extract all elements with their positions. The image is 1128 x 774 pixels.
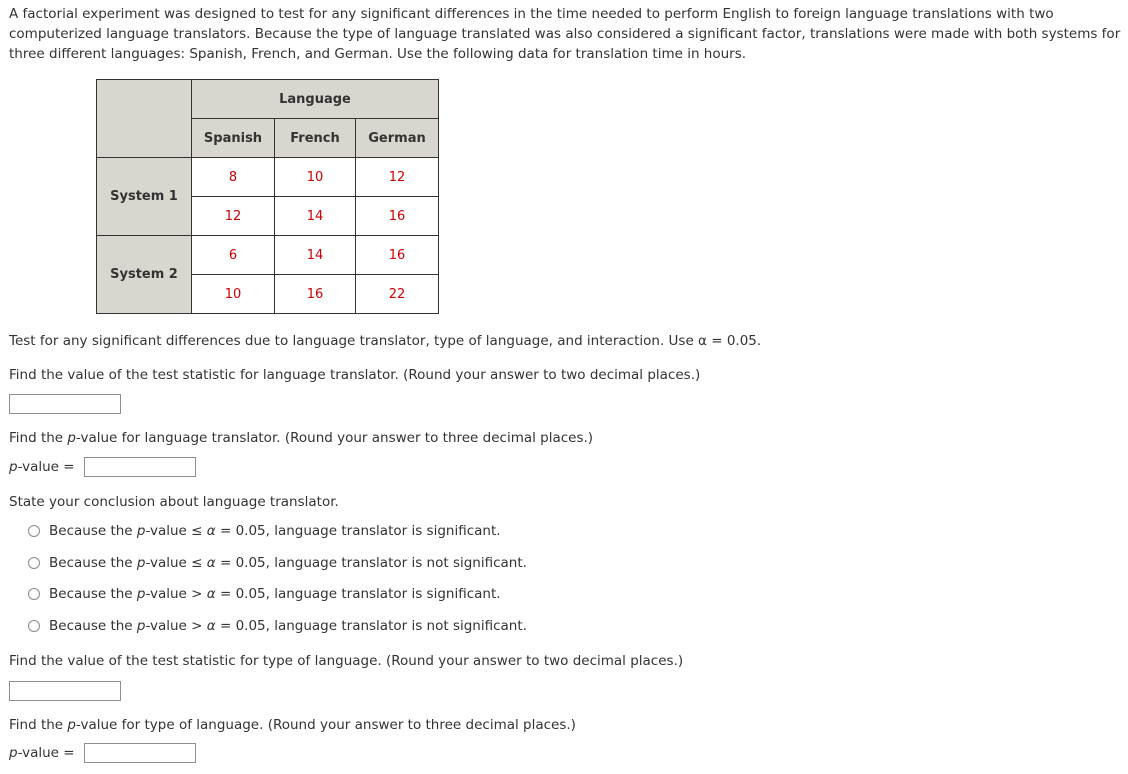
radio-button[interactable] (28, 557, 40, 569)
question-translator-statistic: Find the value of the test statistic for language translator. (Round your answer to two decimal places.) (9, 367, 701, 383)
problem-intro: A factorial experiment was designed to test for any significant differences in the time needed to perform English to foreign language translations with two computerized language translators. Because the type of language translated was also considered a significant factor, translations were made with both systems for three different languages: Spanish, French, and German. Use the following data for translation time in hours. (9, 6, 1121, 62)
language-statistic-input[interactable] (9, 681, 121, 701)
table-cell: 12 (356, 158, 439, 197)
conclusion-option-3[interactable]: Because the p-value > α = 0.05, language translator is significant. (28, 586, 501, 602)
conclusion-option-1[interactable]: Because the p-value ≤ α = 0.05, language translator is significant. (28, 523, 501, 539)
table-cell: 10 (192, 275, 275, 314)
table-cell: 10 (275, 158, 356, 197)
language-pvalue-input[interactable] (84, 743, 196, 763)
col-header-french: French (275, 119, 356, 158)
table-cell: 16 (356, 236, 439, 275)
table-cell: 22 (356, 275, 439, 314)
translator-pvalue-input[interactable] (84, 457, 196, 477)
row-header-system-2: System 2 (97, 236, 192, 314)
conclusion-option-2[interactable]: Because the p-value ≤ α = 0.05, language translator is not significant. (28, 555, 527, 571)
question-language-statistic: Find the value of the test statistic for type of language. (Round your answer to two decimal places.) (9, 653, 684, 669)
radio-button[interactable] (28, 620, 40, 632)
radio-button[interactable] (28, 525, 40, 537)
col-header-german: German (356, 119, 439, 158)
conclusion-option-4[interactable]: Because the p-value > α = 0.05, language translator is not significant. (28, 618, 527, 634)
radio-button[interactable] (28, 588, 40, 600)
col-header-spanish: Spanish (192, 119, 275, 158)
pvalue-label-language: p-value = (9, 745, 75, 761)
question-conclusion: State your conclusion about language translator. (9, 494, 339, 510)
table-cell: 14 (275, 236, 356, 275)
translator-statistic-input[interactable] (9, 394, 121, 414)
table-cell: 8 (192, 158, 275, 197)
table-cell: 6 (192, 236, 275, 275)
table-cell: 12 (192, 197, 275, 236)
pvalue-label-translator: p-value = (9, 459, 75, 475)
question-language-pvalue: Find the p-value for type of language. (Round your answer to three decimal places.) (9, 717, 576, 733)
table-cell: 16 (275, 275, 356, 314)
row-header-system-1: System 1 (97, 158, 192, 236)
question-translator-pvalue: Find the p-value for language translator. (Round your answer to three decimal places.) (9, 430, 594, 446)
table-cell: 16 (356, 197, 439, 236)
instruction-text: Test for any significant differences due to language translator, type of language, and interaction. Use α = 0.05. (9, 333, 762, 349)
data-table (96, 79, 439, 314)
table-cell: 14 (275, 197, 356, 236)
table-corner (97, 80, 192, 158)
language-header: Language (192, 80, 439, 119)
